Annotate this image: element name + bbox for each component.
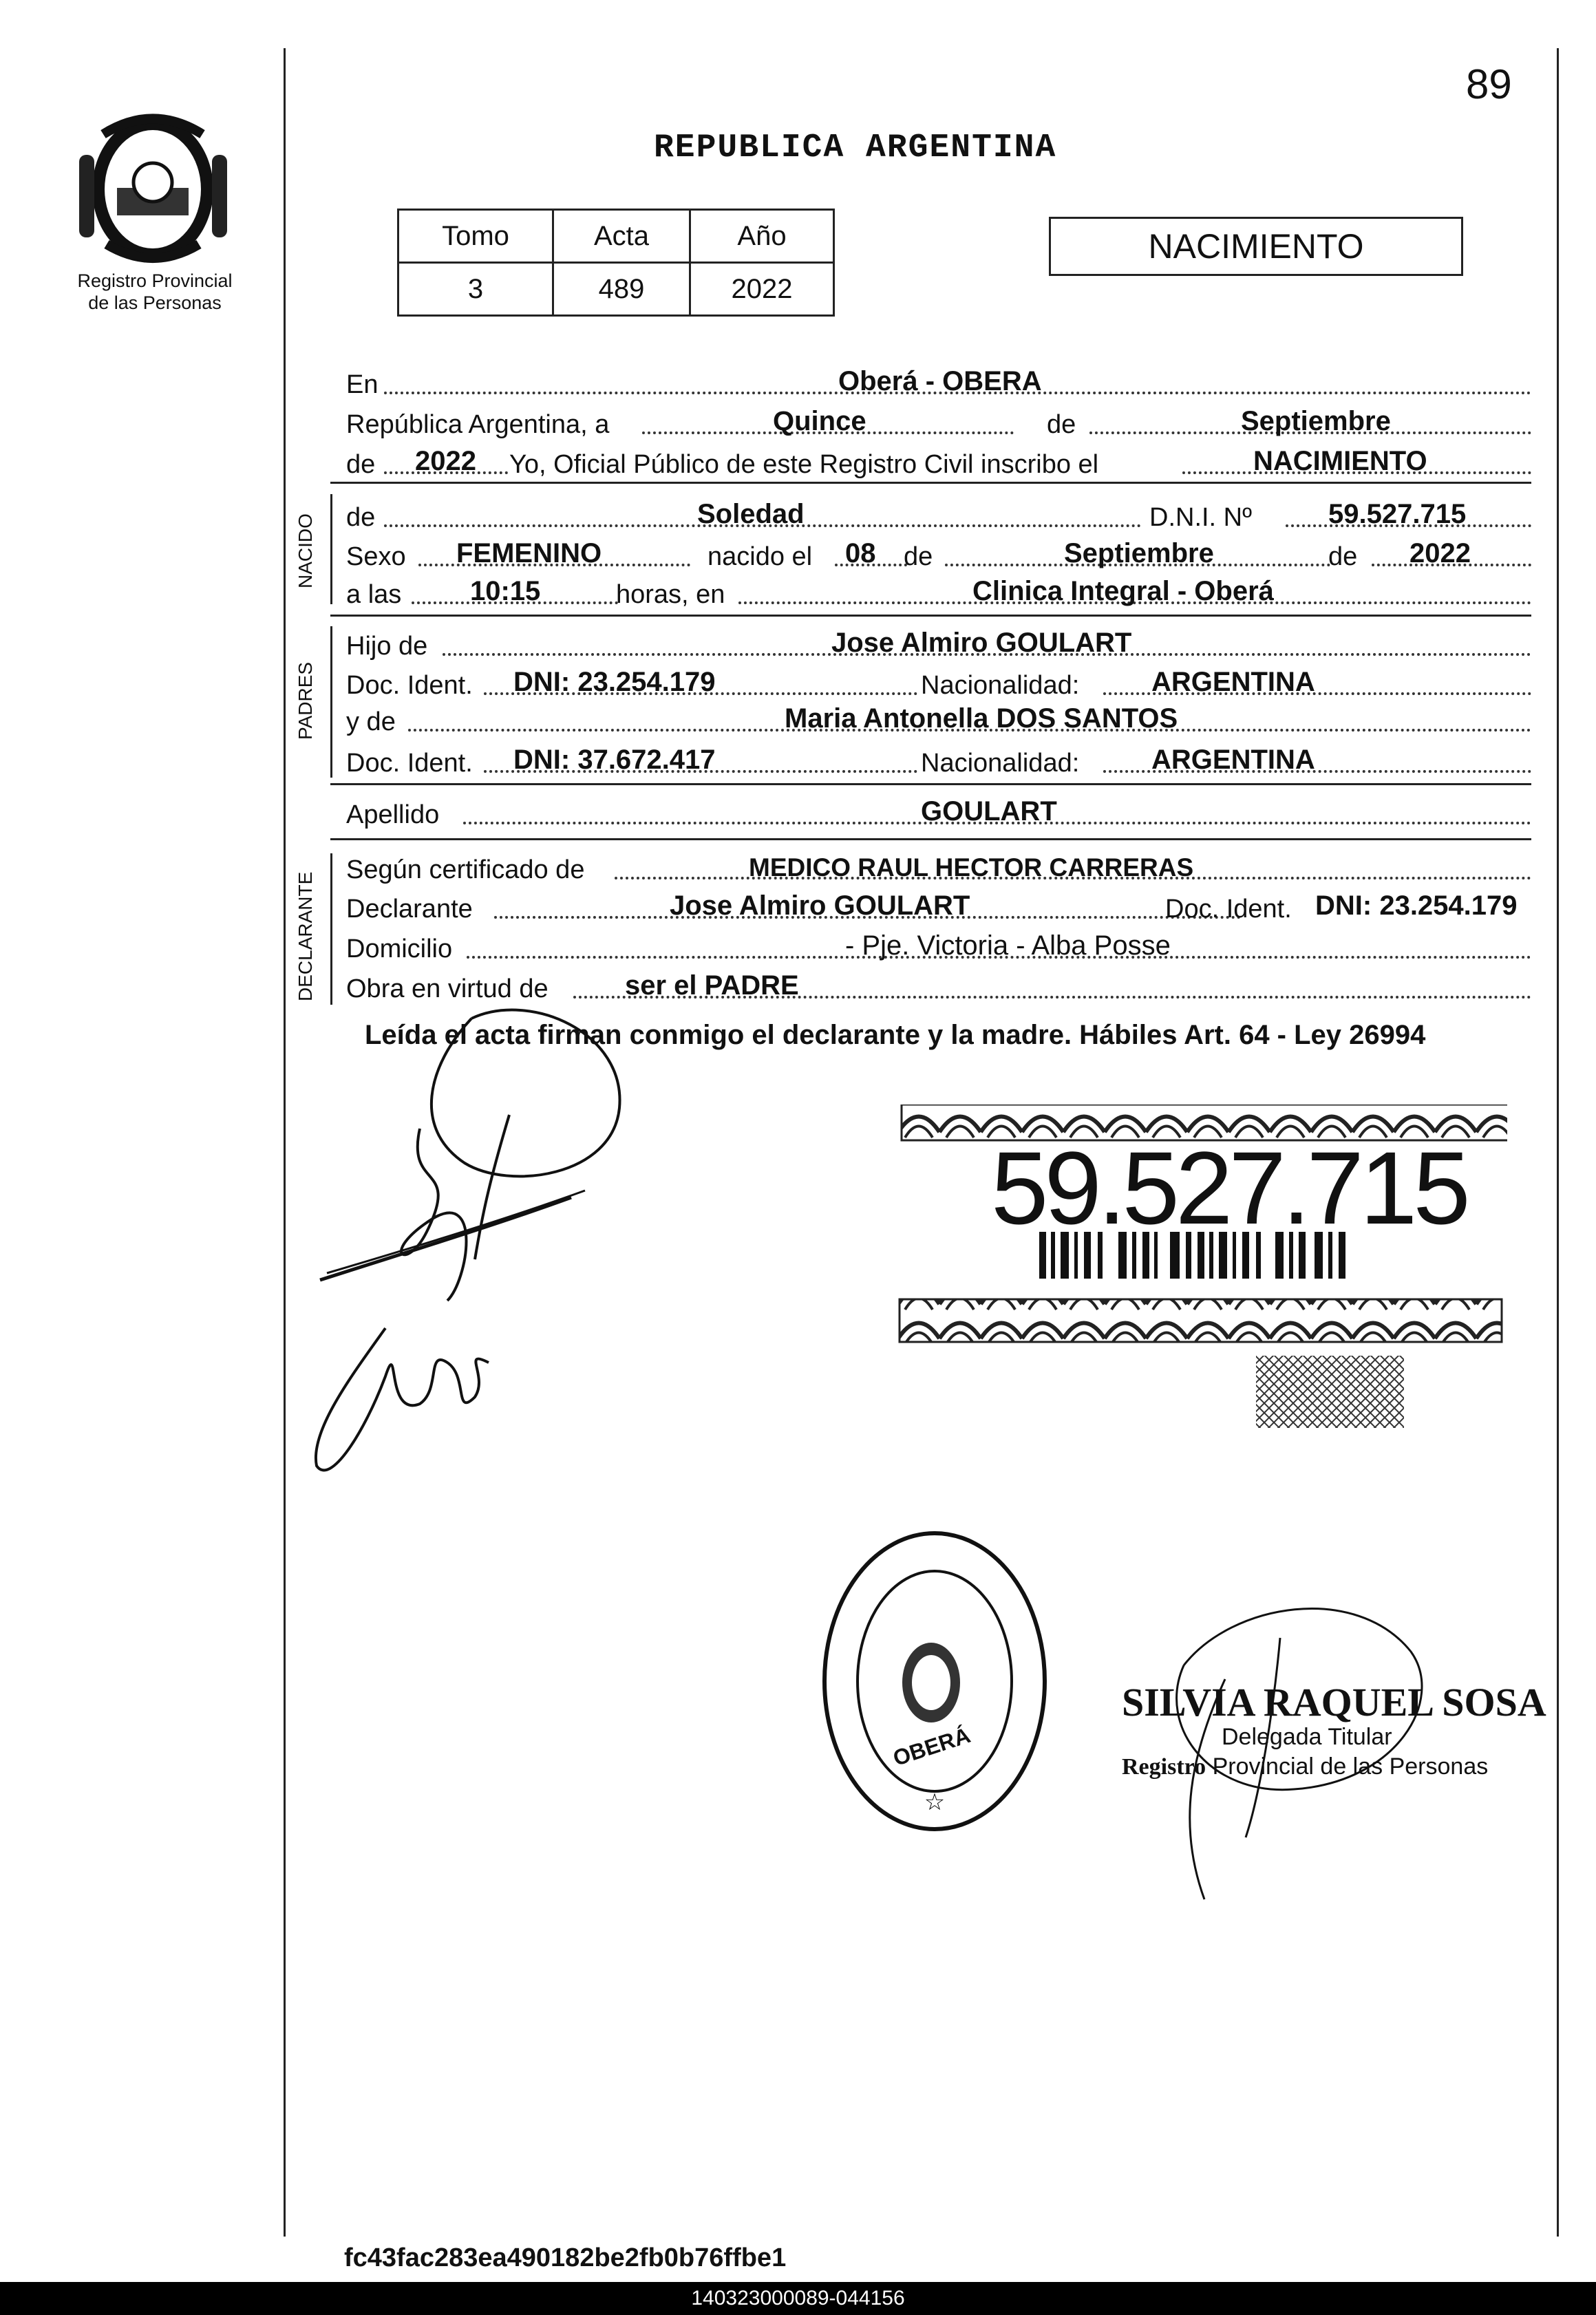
section-label-declarante: DECLARANTE — [295, 871, 316, 1001]
row-father — [346, 623, 1531, 664]
label-obra: Obra en virtud de — [346, 974, 549, 1003]
row-father-doc — [346, 662, 1531, 703]
label-de2: de — [346, 450, 376, 479]
row-declarante — [346, 886, 1531, 927]
label-apellido: Apellido — [346, 800, 440, 829]
table-header-ano: Año — [690, 210, 834, 263]
table-value-ano: 2022 — [690, 263, 834, 316]
value-apellido: GOULART — [921, 796, 1057, 826]
signatory-role: Delegada Titular — [1222, 1724, 1392, 1750]
signatory-org-rest: Provincial de las Personas — [1212, 1753, 1489, 1780]
section-label-nacido: NACIDO — [295, 513, 316, 588]
value-father-nat: ARGENTINA — [1151, 667, 1315, 697]
row-apellido — [346, 791, 1531, 833]
value-mother: Maria Antonella DOS SANTOS — [785, 703, 1178, 734]
value-birth-month: Septiembre — [1064, 538, 1214, 568]
separator-apellido — [330, 838, 1531, 840]
value-en: Oberá - OBERA — [838, 366, 1042, 396]
dni-sticker-number: 59.527.715 — [991, 1130, 1467, 1246]
label-dni: D.N.I. Nº — [1149, 503, 1252, 532]
value-sexo: FEMENINO — [456, 538, 602, 568]
value-father: Jose Almiro GOULART — [831, 628, 1132, 658]
table-header-acta: Acta — [553, 210, 690, 263]
label-doc-ident-2: Doc. Ident. — [346, 749, 473, 778]
label-de5: de — [1328, 542, 1358, 571]
seal-star-icon: ☆ — [924, 1789, 946, 1815]
section-bar-declarante — [330, 853, 332, 1005]
separator-nacido — [330, 615, 1531, 617]
label-declarante: Declarante — [346, 895, 473, 924]
value-declarante: Jose Almiro GOULART — [670, 890, 970, 921]
separator-top — [330, 482, 1531, 484]
label-nacionalidad: Nacionalidad: — [921, 671, 1080, 700]
value-time: 10:15 — [470, 576, 541, 606]
value-decl-doc: DNI: 23.254.179 — [1315, 890, 1518, 921]
separator-padres — [330, 783, 1531, 785]
table-value-tomo: 3 — [398, 263, 553, 316]
value-day: Quince — [773, 406, 866, 436]
label-domicilio: Domicilio — [346, 935, 453, 963]
row-name — [346, 494, 1531, 535]
declarant-signature — [303, 991, 647, 1486]
label-horas: horas, en — [616, 580, 725, 609]
label-decl-doc: Doc. Ident. — [1165, 895, 1292, 924]
table-header-tomo: Tomo — [398, 210, 553, 263]
label-y-de: y de — [346, 707, 396, 736]
value-dni: 59.527.715 — [1328, 499, 1467, 529]
value-mother-nat: ARGENTINA — [1151, 745, 1315, 775]
label-hijo-de: Hijo de — [346, 632, 428, 661]
row-segun — [346, 846, 1531, 888]
label-a-las: a las — [346, 580, 402, 609]
value-birth-year: 2022 — [1409, 538, 1471, 568]
label-nacido-el: nacido el — [707, 542, 813, 571]
label-de4: de — [904, 542, 933, 571]
row-date — [346, 401, 1531, 442]
row-en — [346, 361, 1531, 403]
signatory-org-bold: Registro — [1122, 1754, 1206, 1780]
document-title: REPUBLICA ARGENTINA — [654, 129, 1057, 167]
row-sexo — [346, 533, 1531, 575]
right-margin-line — [1557, 48, 1559, 2237]
footer-code: 140323000089-044156 — [0, 2282, 1596, 2315]
section-bar-padres — [330, 626, 332, 778]
label-en: En — [346, 370, 379, 399]
section-bar-nacido — [330, 494, 332, 604]
value-year: 2022 — [415, 446, 476, 476]
value-birth-day: 08 — [845, 538, 876, 568]
seal-bottom-text: OBERÁ — [890, 1722, 974, 1771]
province-crest-logo — [79, 107, 227, 272]
page-number: 89 — [1466, 61, 1512, 107]
value-month: Septiembre — [1241, 406, 1391, 436]
agency-caption: Registro Provincial de las Personas — [77, 270, 233, 313]
registry-table — [397, 209, 835, 317]
label-de: de — [1047, 410, 1076, 439]
value-obra: ser el PADRE — [625, 970, 799, 1001]
row-inscribo — [346, 441, 1531, 482]
table-value-acta: 489 — [553, 263, 690, 316]
official-seal-stamp — [818, 1524, 1052, 1837]
label-sexo: Sexo — [346, 542, 406, 571]
value-segun: MEDICO RAUL HECTOR CARRERAS — [749, 853, 1194, 882]
left-margin-line — [284, 48, 286, 2237]
signatory-organization — [1122, 1753, 1488, 1780]
label-doc-ident: Doc. Ident. — [346, 671, 473, 700]
label-yo: Yo, Oficial Público de este Registro Civil inscribo el — [509, 450, 1099, 479]
label-republica: República Argentina, a — [346, 410, 610, 439]
row-mother — [346, 698, 1531, 740]
value-mother-doc: DNI: 37.672.417 — [513, 745, 716, 775]
value-name: Soledad — [697, 499, 805, 529]
value-inscribo: NACIMIENTO — [1253, 446, 1427, 476]
row-domicilio — [346, 926, 1531, 967]
document-hash: fc43fac283ea490182be2fb0b76ffbe1 — [344, 2243, 787, 2272]
label-nacionalidad-2: Nacionalidad: — [921, 749, 1080, 778]
value-father-doc: DNI: 23.254.179 — [513, 667, 716, 697]
closing-statement: Leída el acta firman conmigo el declarante y la madre. Hábiles Art. 64 - Ley 26994 — [365, 1020, 1426, 1050]
signatory-name: SILVIA RAQUEL SOSA — [1122, 1680, 1546, 1725]
label-de3: de — [346, 503, 376, 532]
value-place: Clinica Integral - Oberá — [972, 576, 1274, 606]
value-domicilio: - Pje. Victoria - Alba Posse — [845, 930, 1171, 961]
act-type-box: NACIMIENTO — [1049, 217, 1463, 276]
label-segun: Según certificado de — [346, 855, 585, 884]
section-label-padres: PADRES — [295, 661, 316, 740]
row-time-place — [346, 571, 1531, 612]
row-mother-doc — [346, 740, 1531, 781]
